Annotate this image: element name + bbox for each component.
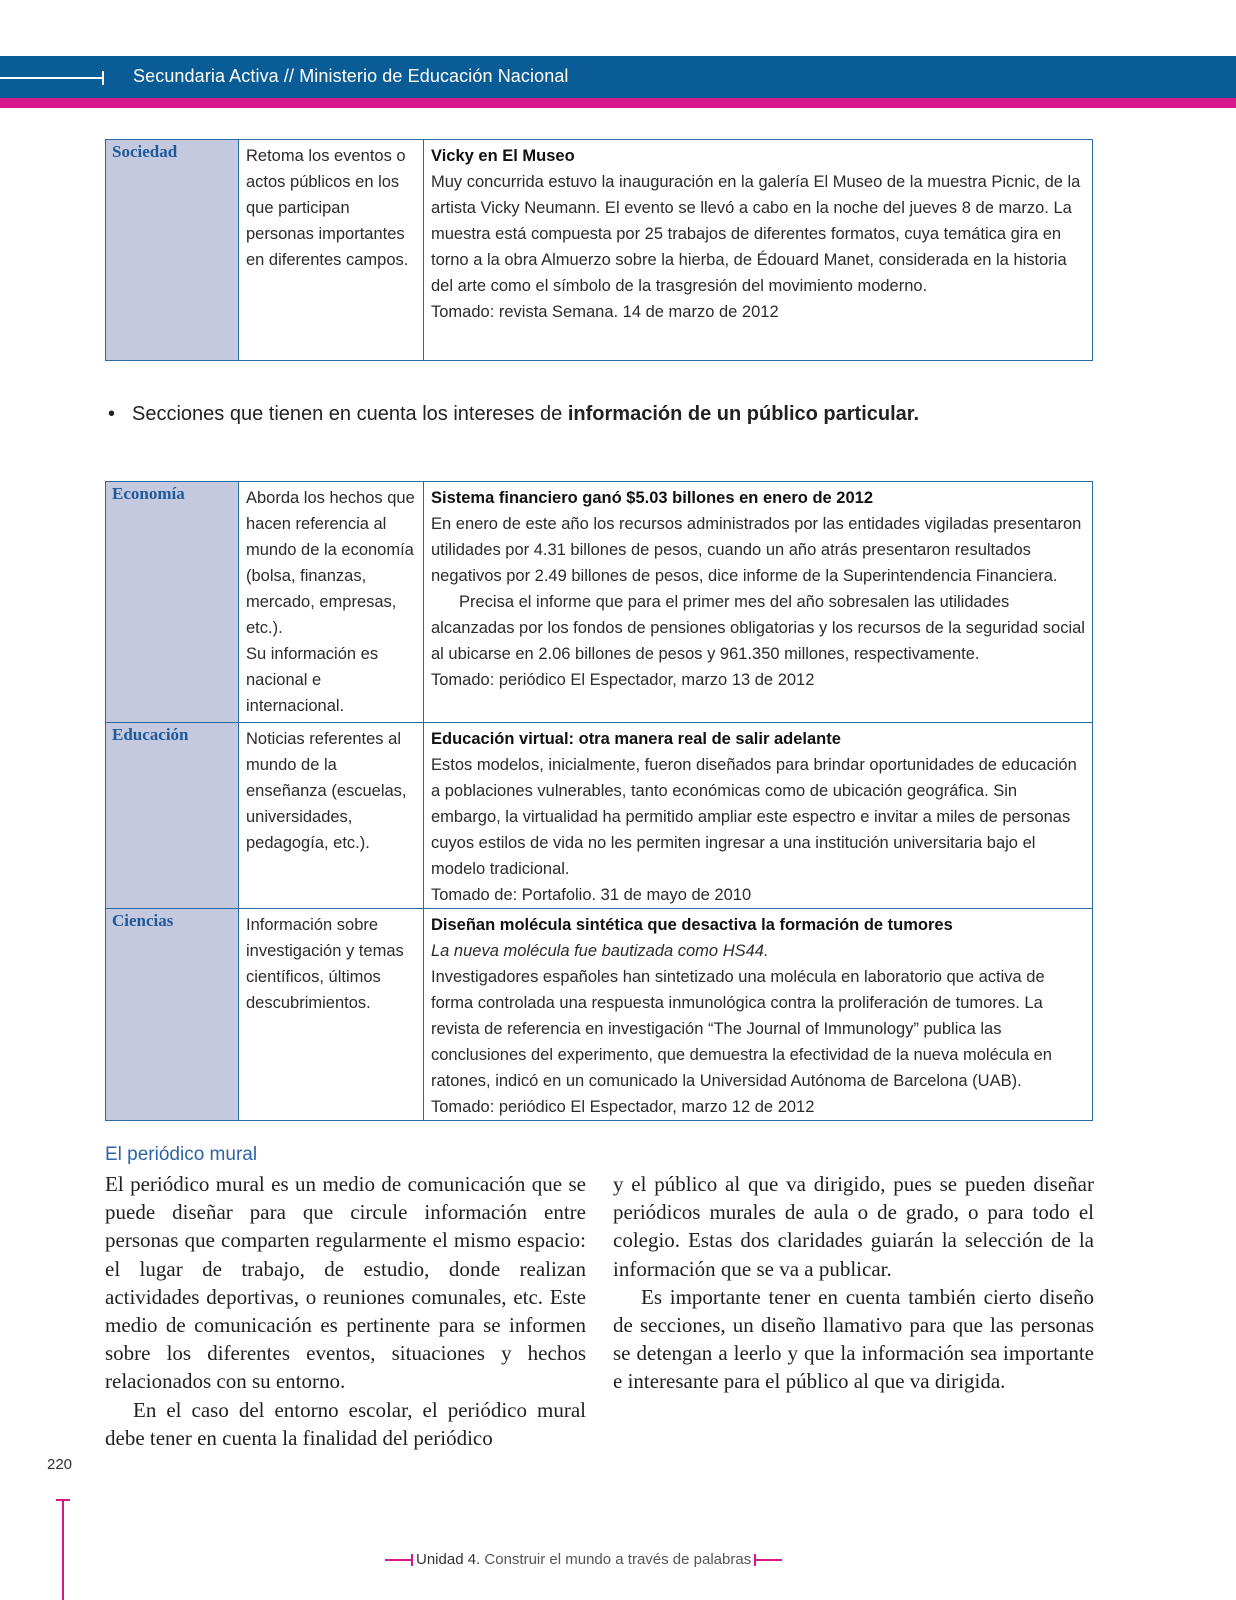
section-category: Sociedad [106, 140, 239, 360]
header-rule [0, 77, 104, 79]
example-body: En enero de este año los recursos administrados por las entidades vigiladas presentaron utilidades por 4.31 billones de pesos, cuando un año atrás presentaron resultados negativos por 2.49 billones de pesos, dice informe de la Superintendencia Financiera. [431, 515, 1082, 585]
example-body: Precisa el informe que para el primer mes del año sobresalen las utilidades alcanzadas por los fondos de pensiones obligatorias y los recursos de la seguridad social al ubicarse en 2.06 billones de pesos y 961.350 millones, respectivamente. [431, 593, 1085, 663]
section-description [239, 482, 424, 722]
header-title: Secundaria Activa // Ministerio de Educación Nacional [133, 66, 569, 86]
table-row [106, 722, 1092, 908]
example-title: Vicky en El Museo [431, 147, 575, 165]
example-source: Tomado: periódico El Espectador, marzo 13 de 2012 [431, 671, 815, 689]
example-source: Tomado: periódico El Espectador, marzo 12 de 2012 [431, 1098, 815, 1116]
footer-rule-right [756, 1559, 782, 1561]
section-description: Retoma los eventos o actos públicos en los que participan personas importantes en diferentes campos. [239, 140, 424, 360]
bullet-bold-text: información de un público particular. [567, 403, 920, 425]
article-column-left [105, 1170, 586, 1452]
example-source: Tomado: revista Semana. 14 de marzo de 2012 [431, 303, 779, 321]
sections-table-particular [105, 481, 1093, 1121]
section-example [424, 140, 1092, 360]
example-title: Educación virtual: otra manera real de salir adelante [431, 730, 841, 748]
bullet-item [108, 403, 919, 426]
article-paragraph: Es importante tener en cuenta también cierto diseño de secciones, un diseño llamativo para que las personas se detengan a leerlo y que la información sea importante e interesante para el público al que va dirigida. [613, 1284, 1094, 1394]
table-row [106, 140, 1092, 360]
table-row [106, 482, 1092, 722]
section-description-text: Aborda los hechos que hacen referencia al mundo de la economía (bolsa, finanzas, mercado, empresas, etc.). [246, 489, 415, 637]
footer [385, 1551, 782, 1568]
footer-title: Construir el mundo a través de palabras [484, 1551, 752, 1568]
example-body: Investigadores españoles han sintetizado una molécula en laboratorio que activa de forma controlada una respuesta inmunológica contra la proliferación de tumores. La revista de referencia en investigación “The Journal of Immunology” publica las conclusiones del experimento, que demuestra la efectividad de la nueva molécula en ratones, indicó en un comunicado la Universidad Autónoma de Barcelona (UAB). [431, 968, 1052, 1090]
article-paragraph: El periódico mural es un medio de comunicación que se puede diseñar para que circule información entre personas que comparten regularmente el mismo espacio: el lugar de trabajo, de estudio, donde realizan actividades deportivas, o reuniones comunales, etc. Este medio de comunicación es pertinente para se informen sobre los diferentes eventos, situaciones y hechos relacionados con su entorno. [105, 1172, 586, 1394]
example-body: Estos modelos, inicialmente, fueron diseñados para brindar oportunidades de educación a poblaciones vulnerables, tanto económicas como de ubicación geográfica. Sin embargo, la virtualidad ha permitido ampliar este espectro e invitar a miles de personas cuyos estilos de vida no les permiten ingresar a una institución universitaria bajo el modelo tradicional. [431, 756, 1077, 878]
section-description-text: Su información es nacional e internacional. [246, 645, 379, 715]
example-title: Sistema financiero ganó $5.03 billones en enero de 2012 [431, 489, 874, 507]
margin-rule [62, 1500, 64, 1600]
footer-unit: Unidad 4. [416, 1551, 481, 1568]
section-category: Economía [106, 482, 239, 722]
table-row [106, 908, 1092, 1120]
section-example [424, 482, 1092, 722]
section-category: Educación [106, 723, 239, 908]
example-title: Diseñan molécula sintética que desactiva la formación de tumores [431, 916, 953, 934]
footer-rule-left [385, 1559, 411, 1561]
footer-rule-tick [411, 1554, 413, 1566]
article-heading: El periódico mural [105, 1144, 258, 1165]
article-paragraph: y el público al que va dirigido, pues se pueden diseñar periódicos murales de aula o de grado, o para todo el colegio. Estas dos claridades guiarán la selección de la información que se va a publicar. [613, 1172, 1094, 1281]
bullet-text: Secciones que tienen en cuenta los intereses de [132, 403, 568, 425]
header-accent-stripe [0, 98, 1236, 108]
page-number: 220 [47, 1456, 73, 1473]
section-description: Noticias referentes al mundo de la enseñanza (escuelas, universidades, pedagogía, etc.). [239, 723, 424, 908]
header-rule-tick [102, 71, 104, 85]
section-category: Ciencias [106, 909, 239, 1120]
example-body: Muy concurrida estuvo la inauguración en la galería El Museo de la muestra Picnic, de la artista Vicky Neumann. El evento se llevó a cabo en la noche del jueves 8 de marzo. La muestra está compuesta por 25 trabajos de diferentes formatos, cuya temática gira en torno a la obra Almuerzo sobre la hierba, de Édouard Manet, considerada en la historia del arte como el símbolo de la trasgresión del movimiento moderno. [431, 173, 1081, 295]
example-source: Tomado de: Portafolio. 31 de mayo de 2010 [431, 886, 752, 904]
bullet-dot: • [108, 403, 116, 425]
example-subtitle: La nueva molécula fue bautizada como HS44. [431, 942, 769, 960]
section-example [424, 909, 1092, 1120]
article-column-right [613, 1170, 1094, 1396]
section-description: Información sobre investigación y temas científicos, últimos descubrimientos. [239, 909, 424, 1120]
sections-table-general [105, 139, 1093, 361]
article-paragraph: En el caso del entorno escolar, el periódico mural debe tener en cuenta la finalidad del periódico [105, 1397, 586, 1450]
section-example [424, 723, 1092, 908]
